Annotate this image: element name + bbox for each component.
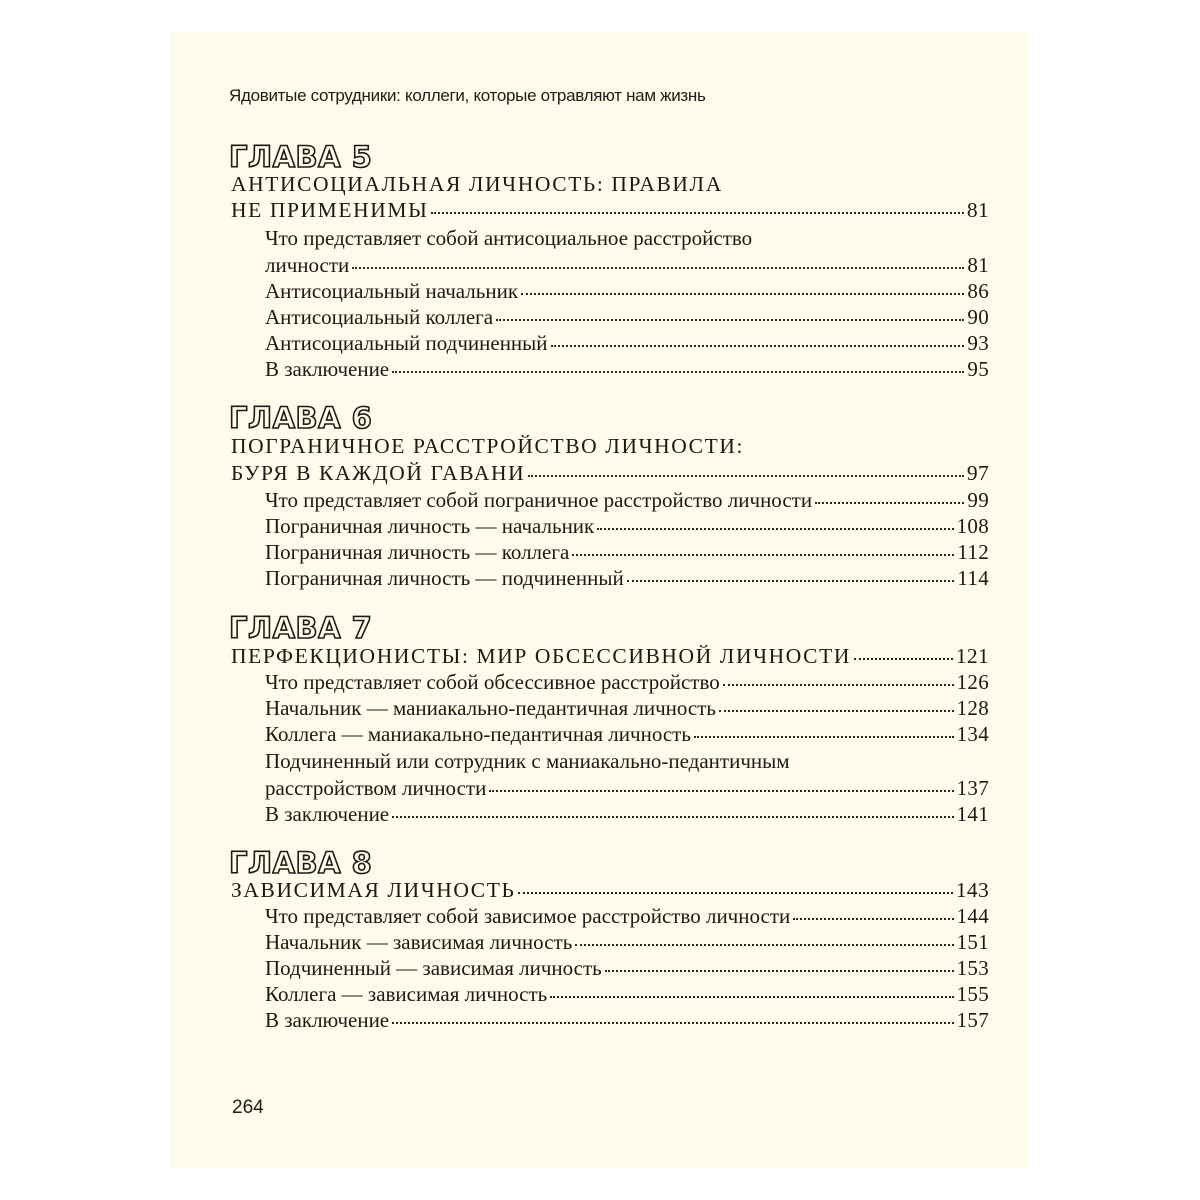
toc-entry-line1: Что представляет собой антисоциальное расстройство — [265, 226, 753, 250]
leader-dots — [528, 475, 964, 477]
chapter-7-page: 121 — [955, 644, 989, 668]
toc-entry-page: 128 — [956, 696, 989, 720]
toc-entry[interactable] — [265, 698, 989, 719]
toc-entry-page: 81 — [967, 253, 989, 277]
leader-dots — [521, 293, 964, 295]
leader-dots — [392, 371, 964, 373]
toc-entry-page: 99 — [967, 488, 989, 512]
toc-entry-text: личности — [265, 253, 350, 277]
toc-entry-page: 157 — [956, 1008, 989, 1032]
toc-entry[interactable] — [265, 542, 989, 563]
toc-entry[interactable] — [265, 804, 989, 825]
toc-entry-text: В заключение — [265, 802, 390, 826]
toc-entry[interactable] — [265, 906, 989, 927]
leader-dots — [627, 580, 955, 582]
leader-dots — [597, 528, 953, 530]
toc-entry-text: Что представляет собой зависимое расстройство личности — [265, 904, 791, 928]
toc-entry[interactable] — [265, 490, 989, 511]
running-head: Ядовитые сотрудники: коллеги, которые отравляют нам жизнь — [229, 86, 706, 105]
toc-entry-page: 86 — [967, 279, 989, 303]
toc-entry[interactable] — [265, 1010, 989, 1031]
toc-entry-page: 114 — [957, 566, 989, 590]
toc-entry[interactable] — [265, 516, 989, 537]
toc-entry-text: Коллега — зависимая личность — [265, 982, 548, 1006]
toc-entry[interactable] — [265, 778, 989, 799]
toc-entry-page: 90 — [967, 305, 989, 329]
toc-entry[interactable] — [265, 255, 989, 276]
chapter-6-title[interactable] — [231, 463, 989, 485]
chapter-5-title[interactable] — [231, 200, 989, 222]
leader-dots — [575, 944, 953, 946]
chapter-6-title-line2: БУРЯ В КАЖДОЙ ГАВАНИ — [231, 461, 526, 485]
leader-dots — [496, 319, 964, 321]
leader-dots — [572, 554, 954, 556]
toc-entry[interactable] — [265, 307, 989, 328]
leader-dots — [392, 1022, 953, 1024]
chapter-6-label: ГЛАВА 6 — [229, 401, 373, 435]
leader-dots — [694, 736, 954, 738]
chapter-5-title-line1: АНТИСОЦИАЛЬНАЯ ЛИЧНОСТЬ: ПРАВИЛА — [231, 172, 723, 196]
chapter-7-title[interactable] — [231, 646, 989, 668]
toc-entry[interactable] — [265, 724, 989, 745]
toc-entry[interactable] — [265, 672, 989, 693]
toc-entry-page: 141 — [956, 802, 989, 826]
chapter-7-title-text: ПЕРФЕКЦИОНИСТЫ: МИР ОБСЕССИВНОЙ ЛИЧНОСТИ — [231, 644, 851, 668]
leader-dots — [723, 684, 954, 686]
toc-entry[interactable] — [265, 984, 989, 1005]
toc-entry-text: Пограничная личность — подчиненный — [265, 566, 624, 590]
toc-entry[interactable] — [265, 281, 989, 302]
chapter-5-title-line2: НЕ ПРИМЕНИМЫ — [231, 198, 429, 222]
toc-entry[interactable] — [265, 958, 989, 979]
chapter-6-page: 97 — [966, 461, 989, 485]
toc-entry[interactable] — [265, 359, 989, 380]
leader-dots — [815, 502, 964, 504]
chapter-7-label: ГЛАВА 7 — [229, 611, 373, 645]
toc-entry-text: Начальник — зависимая личность — [265, 930, 573, 954]
leader-dots — [352, 267, 964, 269]
leader-dots — [605, 970, 954, 972]
toc-entry-text: Пограничная личность — коллега — [265, 540, 570, 564]
chapter-8-title[interactable] — [231, 880, 989, 902]
leader-dots — [793, 918, 953, 920]
toc-entry-page: 95 — [967, 357, 989, 381]
toc-entry-page: 144 — [956, 904, 989, 928]
chapter-8-label: ГЛАВА 8 — [229, 846, 373, 880]
toc-entry-page: 108 — [956, 514, 989, 538]
toc-entry-line1: Подчиненный или сотрудник с маниакально-педантичным — [265, 749, 790, 773]
leader-dots — [551, 345, 965, 347]
toc-entry-text: Что представляет собой обсессивное расстройство — [265, 670, 720, 694]
toc-entry-text: В заключение — [265, 1008, 390, 1032]
toc-entry-page: 137 — [956, 776, 989, 800]
leader-dots — [518, 892, 952, 894]
toc-entry[interactable] — [265, 333, 989, 354]
toc-entry-page: 112 — [957, 540, 989, 564]
leader-dots — [719, 710, 954, 712]
toc-entry[interactable] — [265, 932, 989, 953]
toc-entry-text: Начальник — маниакально-педантичная личность — [265, 696, 716, 720]
toc-entry-page: 126 — [956, 670, 989, 694]
chapter-5-page: 81 — [966, 198, 989, 222]
toc-entry-page: 155 — [956, 982, 989, 1006]
toc-entry-text: В заключение — [265, 357, 390, 381]
chapter-8-title-text: ЗАВИСИМАЯ ЛИЧНОСТЬ — [231, 878, 516, 902]
toc-entry-text: Подчиненный — зависимая личность — [265, 956, 602, 980]
chapter-8-page: 143 — [955, 878, 989, 902]
chapter-6-title-line1: ПОГРАНИЧНОЕ РАССТРОЙСТВО ЛИЧНОСТИ: — [231, 434, 745, 458]
toc-entry-text: Что представляет собой пограничное расстройство личности — [265, 488, 813, 512]
toc-entry-text: расстройством личности — [265, 776, 487, 800]
leader-dots — [392, 816, 953, 818]
toc-entry-text: Коллега — маниакально-педантичная личность — [265, 722, 691, 746]
toc-entry-page: 153 — [956, 956, 989, 980]
toc-entry-page: 93 — [967, 331, 989, 355]
toc-entry[interactable] — [265, 568, 989, 589]
leader-dots — [431, 212, 963, 214]
toc-entry-page: 151 — [956, 930, 989, 954]
toc-entry-text: Антисоциальный подчиненный — [265, 331, 548, 355]
leader-dots — [489, 790, 953, 792]
toc-entry-text: Пограничная личность — начальник — [265, 514, 595, 538]
leader-dots — [550, 996, 953, 998]
toc-entry-page: 134 — [956, 722, 989, 746]
toc-entry-text: Антисоциальный коллега — [265, 305, 494, 329]
toc-entry-text: Антисоциальный начальник — [265, 279, 519, 303]
leader-dots — [854, 658, 953, 660]
chapter-5-label: ГЛАВА 5 — [229, 140, 373, 174]
page-number: 264 — [232, 1097, 264, 1118]
